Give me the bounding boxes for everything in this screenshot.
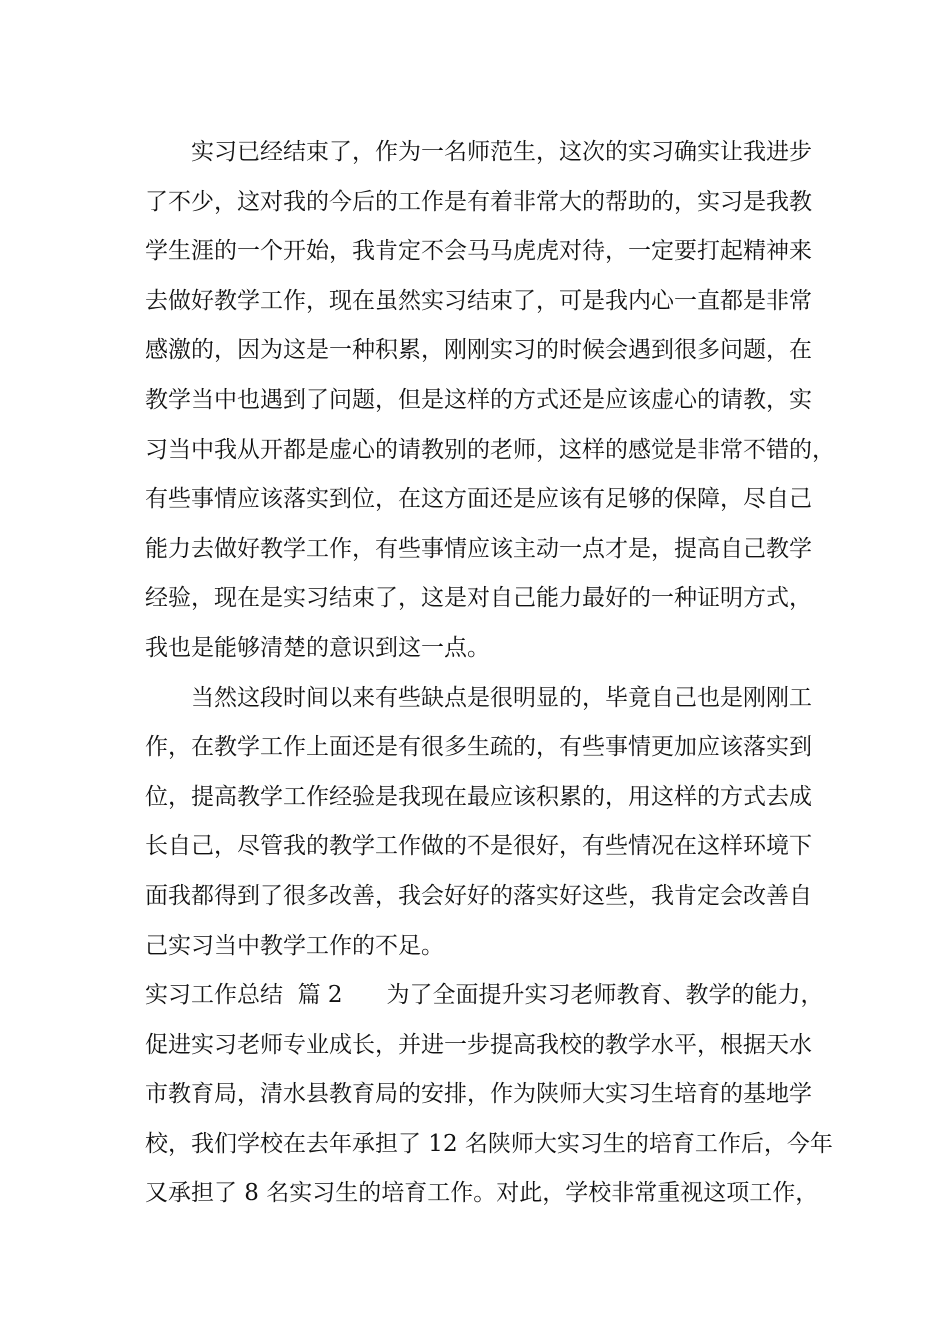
paragraph-line: 实习已经结束了，作为一名师范生，这次的实习确实让我进步 xyxy=(191,139,812,165)
paragraph-line: 作，在教学工作上面还是有很多生疏的，有些事情更加应该落实到 xyxy=(145,734,812,761)
paragraph-line: 去做好教学工作，现在虽然实习结束了，可是我内心一直都是非常 xyxy=(145,287,812,314)
paragraph-line: 感激的，因为这是一种积累，刚刚实习的时候会遇到很多问题，在 xyxy=(145,337,812,364)
paragraph-line: 促进实习老师专业成长，并进一步提高我校的教学水平，根据天水 xyxy=(145,1031,812,1058)
paragraph-line: 能力去做好教学工作，有些事情应该主动一点才是，提高自己教学 xyxy=(145,535,812,562)
paragraph-line: 又承担了 8 名实习生的培育工作。对此，学校非常重视这项工作， xyxy=(145,1180,819,1207)
paragraph-line: 市教育局，清水县教育局的安排，作为陕师大实习生培育的基地学 xyxy=(145,1081,812,1108)
section-heading-line xyxy=(145,971,825,1021)
paragraph-line: 当然这段时间以来有些缺点是很明显的，毕竟自己也是刚刚工 xyxy=(191,684,812,711)
paragraph-line: 己实习当中教学工作的不足。 xyxy=(145,932,444,959)
paragraph-line: 经验，现在是实习结束了，这是对自己能力最好的一种证明方式， xyxy=(145,585,812,612)
section-heading: 实习工作总结 篇 2 xyxy=(145,982,343,1009)
paragraph-line: 有些事情应该落实到位，在这方面还是应该有足够的保障，尽自己 xyxy=(145,486,812,513)
paragraph-line: 我也是能够清楚的意识到这一点。 xyxy=(145,634,490,661)
paragraph-line: 位，提高教学工作经验是我现在最应该积累的，用这样的方式去成 xyxy=(145,783,812,810)
paragraph-line: 长自己，尽管我的教学工作做的不是很好，有些情况在这样环境下 xyxy=(145,833,812,860)
heading-gap xyxy=(343,982,387,1008)
paragraph-line: 教学当中也遇到了问题，但是这样的方式还是应该虚心的请教，实 xyxy=(145,386,812,413)
document-body xyxy=(145,128,835,1219)
paragraph-line: 习当中我从开都是虚心的请教别的老师，这样的感觉是非常不错的， xyxy=(145,436,835,463)
paragraph-line: 校，我们学校在去年承担了 12 名陕师大实习生的培育工作后，今年 xyxy=(145,1130,833,1157)
paragraph-line: 了不少，这对我的今后的工作是有着非常大的帮助的，实习是我教 xyxy=(145,188,812,215)
paragraph-first-line: 为了全面提升实习老师教育、教学的能力， xyxy=(386,982,824,1009)
paragraph-line: 学生涯的一个开始，我肯定不会马马虎虎对待，一定要打起精神来 xyxy=(145,238,812,265)
paragraph-line: 面我都得到了很多改善，我会好好的落实好这些，我肯定会改善自 xyxy=(145,882,812,909)
